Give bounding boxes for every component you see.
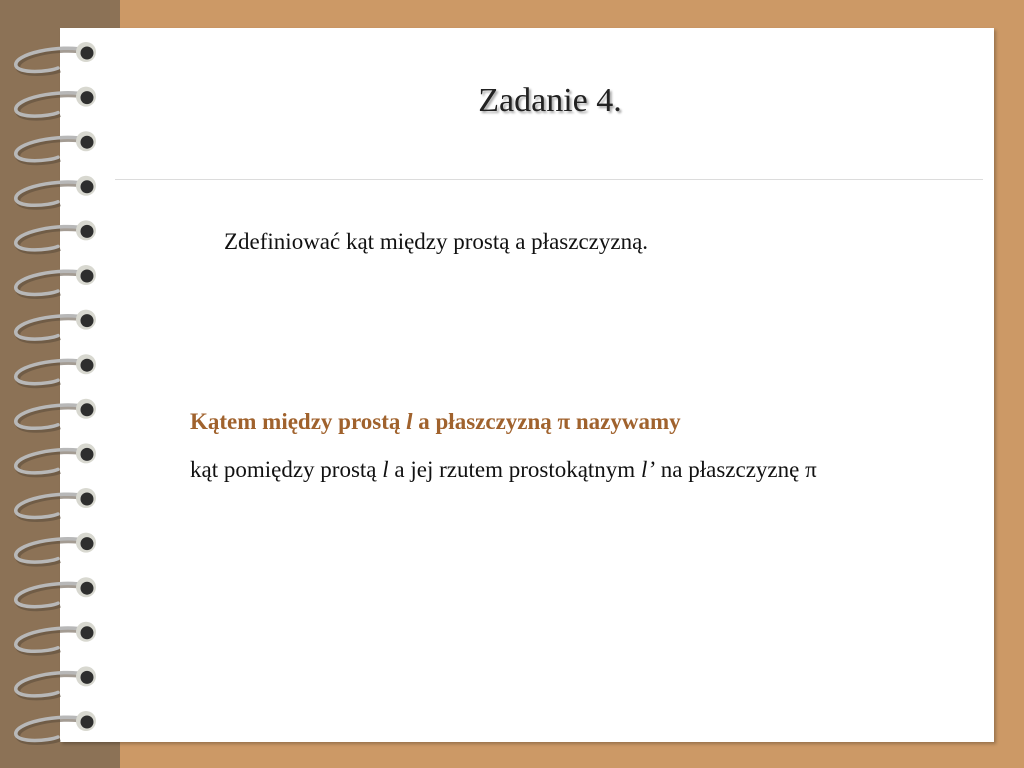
definition-body-part3: na płaszczyznę π <box>655 457 817 482</box>
definition-body-part2: a jej rzutem prostokątnym <box>388 457 641 482</box>
spiral-ring-icon <box>16 131 96 163</box>
definition-body <box>190 453 830 487</box>
spiral-ring-icon <box>16 533 96 565</box>
definition-heading-part3: nazywamy <box>570 409 681 434</box>
spiral-ring-icon <box>16 354 96 386</box>
definition-heading-var-l: l <box>406 409 413 434</box>
definition-body-var-l-prime: l’ <box>640 457 656 482</box>
definition-body-part1: kąt pomiędzy prostą <box>190 457 383 482</box>
spiral-ring-icon <box>16 711 96 743</box>
spiral-ring-icon <box>16 42 96 74</box>
definition-heading-part1: Kątem między prostą <box>190 409 407 434</box>
spiral-ring-icon <box>16 220 96 252</box>
definition-heading-pi: π <box>557 409 571 434</box>
task-text: Zdefiniować kąt między prostą a płaszczyzną. <box>224 229 649 254</box>
spiral-ring-icon <box>16 577 96 609</box>
spiral-ring-icon <box>16 176 96 208</box>
spiral-ring-icon <box>16 399 96 431</box>
title-divider <box>115 179 983 180</box>
spiral-ring-icon <box>16 666 96 698</box>
definition-heading-part2: a płaszczyzną <box>412 409 558 434</box>
spiral-ring-icon <box>16 488 96 520</box>
spiral-ring-icon <box>16 443 96 475</box>
definition-body-var-l: l <box>382 457 389 482</box>
definition-heading <box>190 409 681 435</box>
slide-page <box>60 28 994 742</box>
spiral-ring-icon <box>16 622 96 654</box>
slide-title: Zadanie 4. <box>478 82 622 119</box>
spiral-ring-icon <box>16 265 96 297</box>
spiral-ring-icon <box>16 310 96 342</box>
